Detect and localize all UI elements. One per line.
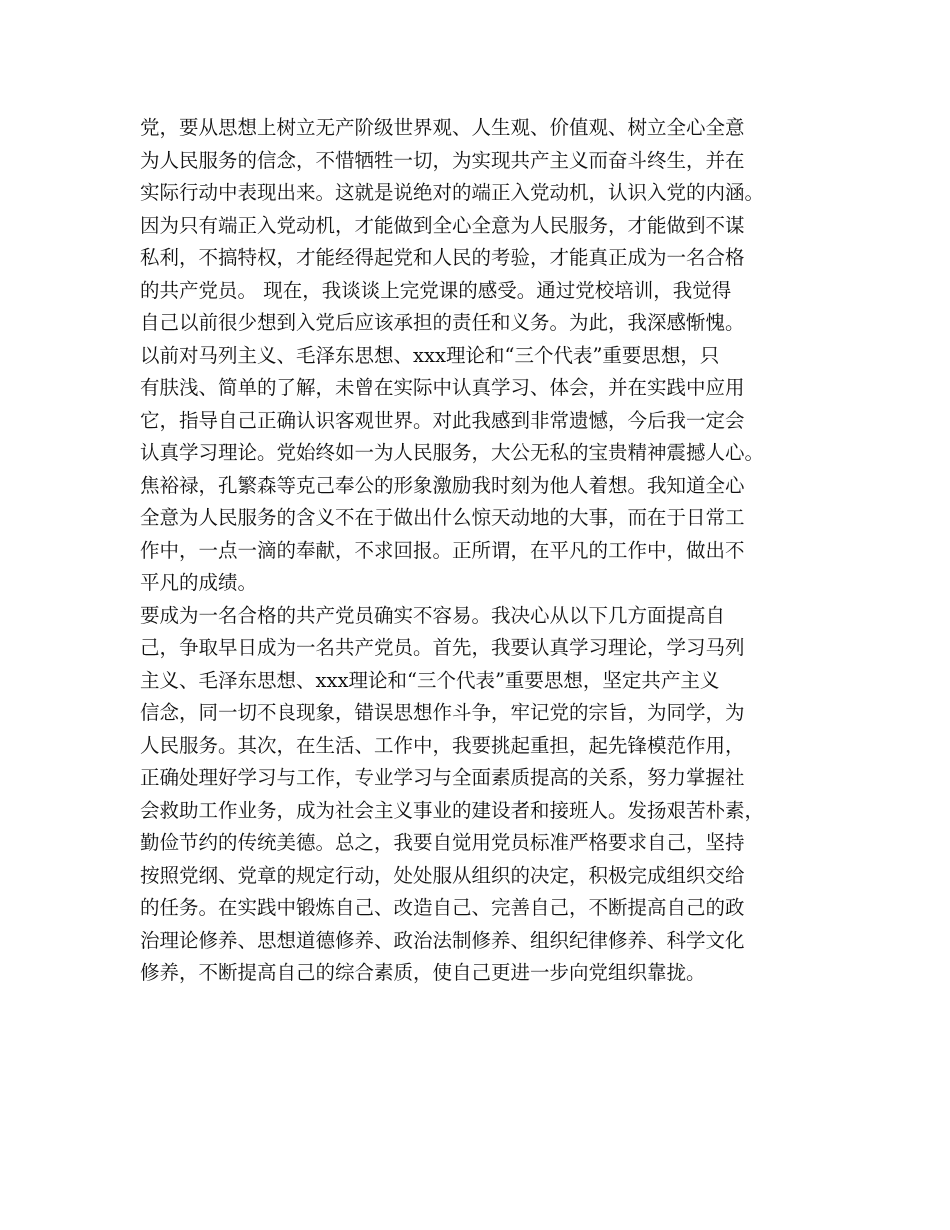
text-line: 有肤浅、简单的了解，未曾在实际中认真学习、体会，并在实践中应用 [140,376,745,399]
text-line: 认真学习理论。党始终如一为人民服务，大公无私的宝贵精神震撼人心。 [140,441,765,464]
text-line: 作中，一点一滴的奉献，不求回报。正所谓，在平凡的工作中，做出不 [140,538,745,562]
text-line: 以前对马列主义、毛泽东思想、xxx理论和“三个代表”重要思想，只 [140,343,720,367]
text-line: 实际行动中表现出来。这就是说绝对的端正入党动机，认识入党的内涵。 [140,181,765,204]
text-line: 自己以前很少想到入党后应该承担的责任和义务。为此，我深感惭愧。 [140,311,745,334]
text-line: 修养，不断提高自己的综合素质，使自己更进一步向党组织靠拢。 [140,961,706,984]
text-line: 会救助工作业务，成为社会主义事业的建设者和接班人。发扬艰苦朴素， [140,798,765,822]
text-line: 主义、毛泽东思想、xxx理论和“三个代表”重要思想，坚定共产主义 [140,668,720,692]
text-line: 党，要从思想上树立无产阶级世界观、人生观、价值观、树立全心全意 [140,116,745,139]
text-line: 的共产党员。 现在，我谈谈上完党课的感受。通过党校培训，我觉得 [140,278,732,302]
text-line: 的任务。在实践中锻炼自己、改造自己、完善自己，不断提高自己的政 [140,896,745,919]
text-line: 它，指导自己正确认识客观世界。对此我感到非常遗憾，今后我一定会 [140,408,745,432]
text-line: 正确处理好学习与工作，专业学习与全面素质提高的关系，努力掌握社 [140,766,745,789]
text-line: 要成为一名合格的共产党员确实不容易。我决心从以下几方面提高自 [140,603,726,627]
text-line: 焦裕禄，孔繁森等克己奉公的形象激励我时刻为他人着想。我知道全心 [140,473,745,497]
text-line: 按照党纲、党章的规定行动，处处服从组织的决定，积极完成组织交给 [140,863,745,887]
text-line: 勤俭节约的传统美德。总之，我要自觉用党员标准严格要求自己，坚持 [140,831,745,854]
text-line: 全意为人民服务的含义不在于做出什么惊天动地的大事，而在于日常工 [140,506,745,529]
text-line: 信念，同一切不良现象，错误思想作斗争，牢记党的宗旨，为同学，为 [140,701,745,724]
text-line: 因为只有端正入党动机，才能做到全心全意为人民服务，才能做到不谋 [140,213,745,237]
document-body [140,112,830,990]
text-line: 私利，不搞特权，才能经得起党和人民的考验，才能真正成为一名合格 [140,246,745,269]
text-line: 平凡的成绩。 [140,571,258,594]
text-line: 人民服务。其次，在生活、工作中，我要挑起重担，起先锋模范作用， [140,733,745,757]
text-line: 己，争取早日成为一名共产党员。首先，我要认真学习理论，学习马列 [140,636,745,659]
text-line: 治理论修养、思想道德修养、政治法制修养、组织纪律修养、科学文化 [140,928,745,952]
text-line: 为人民服务的信念，不惜牺牲一切，为实现共产主义而奋斗终生，并在 [140,148,745,172]
